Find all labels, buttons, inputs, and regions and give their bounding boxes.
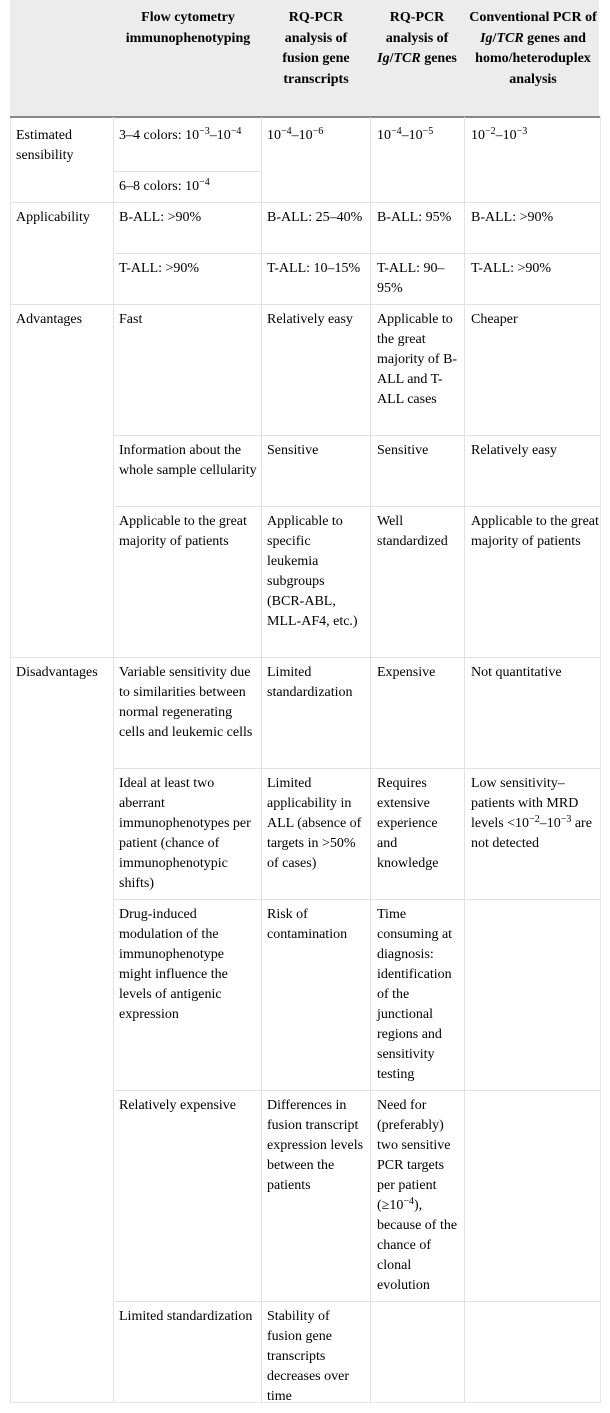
row-label-sensibility: Estimated sensibility [16,128,74,163]
rule [114,435,600,436]
table-cell: Applicable to the great majority of patients [471,514,599,549]
rule [114,253,600,254]
table-cell: B-ALL: 25–40% [267,210,363,225]
col-rule [370,117,371,1402]
table-cell: Well standardized [377,514,448,549]
table-cell: B-ALL: 95% [377,210,452,225]
table-cell: Limited standardization [267,665,353,700]
table-cell: Applicable to specific leukemia subgroups (BCR-ABL, MLL-AF4, etc.) [267,514,358,629]
table-cell: Applicable to the great majority of patients [119,514,247,549]
rule [114,768,600,769]
table-cell: Cheaper [471,312,518,327]
table-cell: T-ALL: 90–95% [377,261,445,296]
table-cell: Time consuming at diagnosis: identification of the junctional regions and sensitivity testing [377,907,453,1082]
rule [10,657,600,658]
table-cell: Ideal at least two aberrant immunophenotypes per patient (chance of immunophenotypic shifts) [119,776,251,891]
table-cell: B-ALL: >90% [119,210,202,225]
table-cell: Sensitive [267,443,319,458]
row-label-disadvantages: Disadvantages [16,665,98,680]
table-cell: Fast [119,312,143,327]
table-cell: Limited applicability in ALL (absence of targets in >50% of cases) [267,776,362,871]
row-label-applicability: Applicability [16,210,90,225]
rule [114,1301,600,1302]
rule [10,202,600,203]
table-cell: Applicable to the great majority of B-ALL and T-ALL cases [377,312,458,407]
header-rqpcr-fusion: RQ-PCR analysis of fusion gene transcripts [282,10,350,87]
cell-sensibility-rqpcr-fusion: $10^{-4}-10^{-6}$ [267,126,324,143]
col-rule [464,117,465,1402]
table-cell: Risk of contamination [267,907,348,942]
cell-sensibility-conventional: $10^{-2}-10^{-3}$ [471,126,528,143]
cell-sensibility-flow-a: 3–4 colors: $10^{-3}-10^{-4}$ [119,126,242,143]
rule [114,506,600,507]
rule [114,899,600,900]
cell-sensibility-flow-b: 6–8 colors: $10^{-4}$ [119,177,210,194]
cell-conventional-low-sensitivity: Low sensitivity–patients with MRD levels $<10^{-2}-10^{-3}$ are not detected [471,776,592,851]
table-cell: Variable sensitivity due to similarities between normal regenerating cells and leukemic cells [119,665,253,740]
header-flow-cytometry: Flow cytometry immunophenotyping [125,10,251,46]
table-cell: Requires extensive experience and knowledge [377,776,439,871]
header-conventional-pcr: Conventional PCR of Ig/TCR genes and homo/heteroduplex analysis [469,10,597,87]
row-label-advantages: Advantages [16,312,83,327]
col-rule [261,117,262,1402]
cell-sensibility-rqpcr-ig: $10^{-4}-10^{-5}$ [377,126,434,143]
table-cell: Limited standardization [119,1309,253,1324]
table-cell: T-ALL: >90% [471,261,552,276]
col-rule [113,117,114,1402]
rule [114,1090,600,1091]
header-rule [10,116,600,118]
table-cell: Not quantitative [471,665,562,680]
header-rqpcr-ig-tcr: RQ-PCR analysis of Ig/TCR genes [377,10,457,66]
table-cell: Stability of fusion gene transcripts decreases over time [267,1309,350,1404]
table-cell: Relatively easy [471,443,557,458]
table-cell: T-ALL: 10–15% [267,261,361,276]
cell-rqpcr-ig-two-targets: Need for (preferably) two sensitive PCR targets per patient $(\ge 10^{-4})$, because of the chance of clonal evolution [377,1098,458,1293]
rule [10,304,600,305]
table-cell: Relatively easy [267,312,353,327]
table-cell: Expensive [377,665,436,680]
table-cell: Drug-induced modulation of the immunophenotype might influence the levels of antigenic expression [119,907,228,1022]
table-cell: Relatively expensive [119,1098,237,1113]
table-cell: T-ALL: >90% [119,261,200,276]
rule [114,171,262,172]
table-cell: Sensitive [377,443,429,458]
table-header [10,0,599,116]
table-cell: Information about the whole sample cellularity [119,443,257,478]
table-cell: Differences in fusion transcript expression levels between the patients [267,1098,364,1193]
table-cell: B-ALL: >90% [471,210,554,225]
